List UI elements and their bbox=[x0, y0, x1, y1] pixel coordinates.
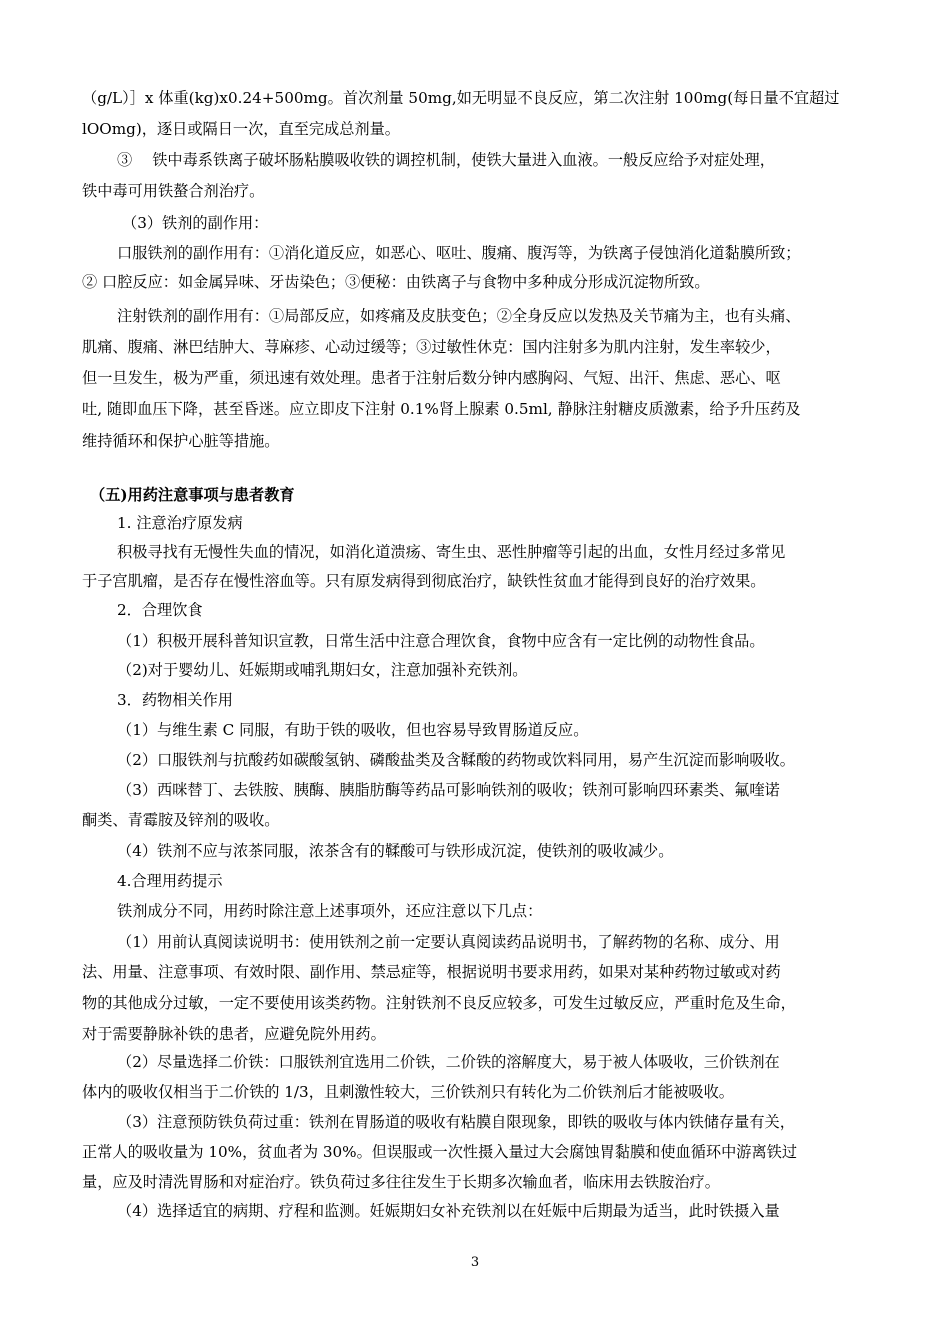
text-line: 2．合理饮食 bbox=[117, 601, 203, 619]
text-line: 4.合理用药提示 bbox=[117, 872, 223, 890]
text-line: 3．药物相关作用 bbox=[117, 691, 233, 709]
text-line: （3）西咪替丁、去铁胺、胰酶、胰脂肪酶等药品可影响铁剂的吸收；铁剂可影响四环素类、氟喹诺 bbox=[117, 781, 780, 799]
text-line: （3）铁剂的副作用： bbox=[122, 214, 269, 232]
text-line: 积极寻找有无慢性失血的情况，如消化道溃疡、寄生虫、恶性肿瘤等引起的出血，女性月经过多常见 bbox=[117, 543, 786, 561]
text-line: （2)对于婴幼儿、妊娠期或哺乳期妇女，注意加强补充铁剂。 bbox=[117, 661, 528, 679]
text-line: （1）与维生素 C 同服，有助于铁的吸收，但也容易导致胃肠道反应。 bbox=[117, 721, 589, 739]
text-line: 口服铁剂的副作用有：①消化道反应，如恶心、呕吐、腹痛、腹泻等，为铁离子侵蚀消化道黏膜所致； bbox=[117, 244, 801, 262]
text-line: 法、用量、注意事项、有效时限、副作用、禁忌症等，根据说明书要求用药，如果对某种药物过敏或对药 bbox=[82, 963, 781, 981]
text-line: （4）选择适宜的病期、疗程和监测。妊娠期妇女补充铁剂以在妊娠中后期最为适当，此时铁摄入量 bbox=[117, 1202, 780, 1220]
text-line: 1. 注意治疗原发病 bbox=[117, 514, 243, 532]
text-line: （3）注意预防铁负荷过重：铁剂在胃肠道的吸收有粘膜自限现象，即铁的吸收与体内铁储存量有关， bbox=[117, 1113, 795, 1131]
text-line: （2）口服铁剂与抗酸药如碳酸氢钠、磷酸盐类及含鞣酸的药物或饮料同用，易产生沉淀而影响吸收。 bbox=[117, 751, 795, 769]
text-line: 铁中毒可用铁螯合剂治疗。 bbox=[82, 182, 265, 200]
text-line: 但一旦发生，极为严重，须迅速有效处理。患者于注射后数分钟内感胸闷、气短、出汗、焦虑、恶心、呕 bbox=[82, 369, 781, 387]
text-line: 对于需要静脉补铁的患者，应避免院外用药。 bbox=[82, 1025, 386, 1043]
text-line: 于子宫肌瘤，是否存在慢性溶血等。只有原发病得到彻底治疗，缺铁性贫血才能得到良好的治疗效果。 bbox=[82, 572, 766, 590]
text-line: （1）积极开展科普知识宣教，日常生活中注意合理饮食，食物中应含有一定比例的动物性食品。 bbox=[117, 632, 765, 650]
text-line: （g/L）］x 体重(kg)x0.24+500mg。首次剂量 50mg,如无明显不良反应，第二次注射 100mg(每日量不宜超过 bbox=[82, 89, 840, 107]
text-line: 注射铁剂的副作用有：①局部反应，如疼痛及皮肤变色；②全身反应以发热及关节痛为主，也有头痛、 bbox=[117, 307, 801, 325]
text-line: 吐, 随即血压下降，甚至昏迷。应立即皮下注射 0.1%肾上腺素 0.5ml, 静脉注射糖皮质激素，给予升压药及 bbox=[82, 400, 801, 418]
text-line: 量，应及时清洗胃肠和对症治疗。铁负荷过多往往发生于长期多次输血者，临床用去铁胺治疗。 bbox=[82, 1173, 720, 1191]
text-line: 物的其他成分过敏，一定不要使用该类药物。注射铁剂不良反应较多，可发生过敏反应，严重时危及生命， bbox=[82, 994, 796, 1012]
text-line: 体内的吸收仅相当于二价铁的 1/3，且刺激性较大，三价铁剂只有转化为二价铁剂后才能被吸收。 bbox=[82, 1083, 734, 1101]
text-line: 肌痛、腹痛、淋巴结肿大、荨麻疹、心动过缓等；③过敏性休克：国内注射多为肌内注射，发生率较少， bbox=[82, 338, 781, 356]
page-number: 3 bbox=[470, 1255, 480, 1270]
text-line: lOOmg)，逐日或隔日一次，直至完成总剂量。 bbox=[82, 120, 400, 138]
text-line: （1）用前认真阅读说明书：使用铁剂之前一定要认真阅读药品说明书，了解药物的名称、成分、用 bbox=[117, 933, 780, 951]
text-line: 酮类、青霉胺及锌剂的吸收。 bbox=[82, 811, 280, 829]
text-line: ③ 铁中毒系铁离子破坏肠粘膜吸收铁的调控机制，使铁大量进入血液。一般反应给予对症处理， bbox=[117, 151, 775, 169]
text-line: 铁剂成分不同，用药时除注意上述事项外，还应注意以下几点： bbox=[117, 902, 543, 920]
section-heading: （五)用药注意事项与患者教育 bbox=[90, 486, 295, 504]
text-line: （2）尽量选择二价铁：口服铁剂宜选用二价铁，二价铁的溶解度大，易于被人体吸收，三价铁剂在 bbox=[117, 1053, 780, 1071]
text-line: 维持循环和保护心脏等措施。 bbox=[82, 432, 280, 450]
text-line: 正常人的吸收量为 10%，贫血者为 30%。但误服或一次性摄入量过大会腐蚀胃黏膜和使血循环中游离铁过 bbox=[82, 1143, 798, 1161]
text-line: （4）铁剂不应与浓茶同服，浓茶含有的鞣酸可与铁形成沉淀，使铁剂的吸收减少。 bbox=[117, 842, 674, 860]
text-line: ② 口腔反应：如金属异味、牙齿染色；③便秘：由铁离子与食物中多种成分形成沉淀物所致。 bbox=[82, 273, 710, 291]
